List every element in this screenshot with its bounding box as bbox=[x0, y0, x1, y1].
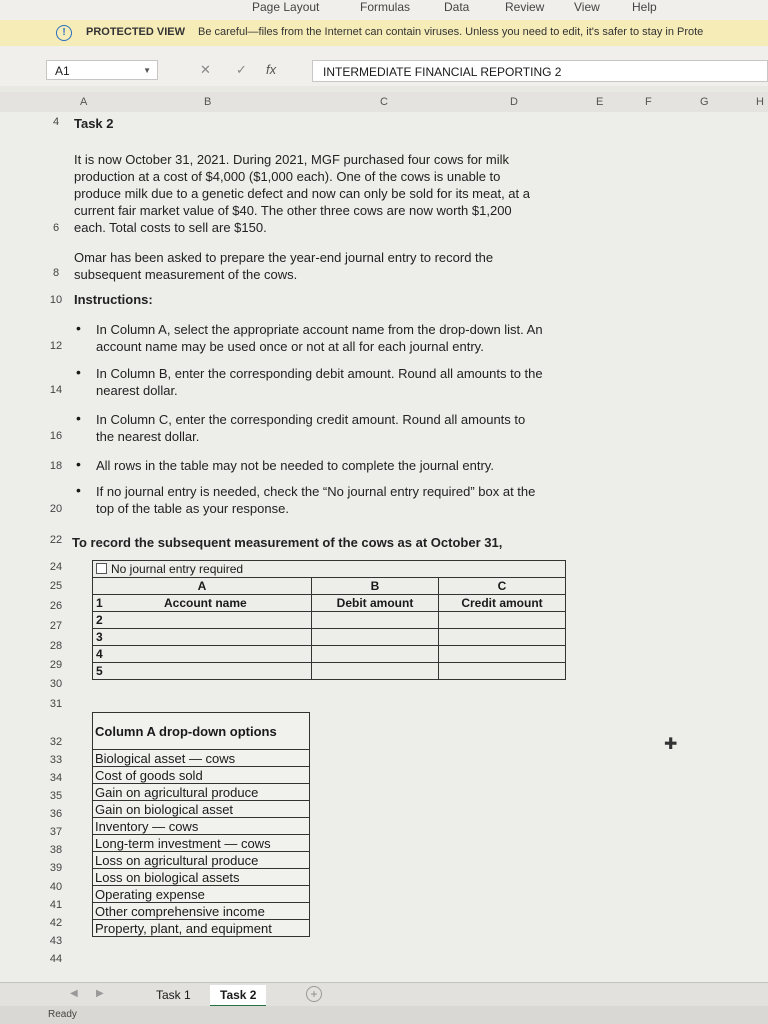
para1-line: produce milk due to a genetic defect and now can only be sold for its meat, at a bbox=[74, 186, 530, 201]
bullet-line: If no journal entry is needed, check the “No journal entry required” box at the bbox=[96, 484, 536, 499]
credit-cell[interactable] bbox=[439, 646, 566, 663]
row-label: 5 bbox=[96, 664, 103, 678]
tab-data[interactable]: Data bbox=[444, 0, 470, 14]
sheet-tab-task2[interactable]: Task 2 bbox=[210, 985, 266, 1007]
header-debit: Debit amount bbox=[312, 595, 439, 612]
credit-cell[interactable] bbox=[439, 629, 566, 646]
dropdown-options-table bbox=[92, 712, 310, 937]
debit-cell[interactable] bbox=[312, 646, 439, 663]
bullet-line: account name may be used once or not at all for each journal entry. bbox=[96, 339, 484, 354]
col-letter: B bbox=[312, 578, 439, 595]
account-name-cell[interactable] bbox=[93, 629, 312, 646]
no-entry-checkbox[interactable] bbox=[96, 563, 107, 574]
bullet-dot: • bbox=[76, 320, 81, 336]
bullet-dot: • bbox=[76, 482, 81, 498]
formula-input[interactable]: INTERMEDIATE FINANCIAL REPORTING 2 bbox=[312, 60, 768, 82]
bullet-line: In Column A, select the appropriate account name from the drop-down list. An bbox=[96, 322, 543, 337]
row-number: 29 bbox=[49, 659, 63, 671]
row-number: 37 bbox=[49, 826, 63, 838]
chevron-down-icon[interactable]: ▼ bbox=[143, 66, 151, 75]
col-header-a[interactable]: A bbox=[80, 96, 88, 108]
ribbon bbox=[0, 0, 768, 21]
row-number: 18 bbox=[49, 460, 63, 472]
sheet-tab-task1[interactable]: Task 1 bbox=[156, 988, 191, 1002]
task-title: Task 2 bbox=[74, 116, 114, 131]
name-box[interactable] bbox=[46, 60, 158, 80]
col-header-g[interactable]: G bbox=[700, 96, 709, 108]
debit-cell[interactable] bbox=[312, 612, 439, 629]
check-icon[interactable]: ✓ bbox=[236, 62, 247, 77]
bullet-dot: • bbox=[76, 364, 81, 380]
option-cell[interactable]: Operating expense bbox=[93, 886, 310, 903]
tab-view[interactable]: View bbox=[574, 0, 600, 14]
col-header-d[interactable]: D bbox=[510, 96, 518, 108]
header-account-name bbox=[93, 595, 312, 612]
row-number: 22 bbox=[49, 534, 63, 546]
row-number: 40 bbox=[49, 881, 63, 893]
para1-line: current fair market value of $40. The other three cows are now worth $1,200 bbox=[74, 203, 512, 218]
row-number: 28 bbox=[49, 640, 63, 652]
option-cell[interactable]: Property, plant, and equipment bbox=[93, 920, 310, 937]
no-entry-cell[interactable] bbox=[93, 561, 566, 578]
row-number: 44 bbox=[49, 953, 63, 965]
name-box-value: A1 bbox=[55, 64, 70, 78]
row-number: 38 bbox=[49, 844, 63, 856]
row-number: 14 bbox=[49, 384, 63, 396]
col-letter: A bbox=[93, 578, 312, 595]
row-number: 25 bbox=[49, 580, 63, 592]
row-number: 42 bbox=[49, 917, 63, 929]
tab-review[interactable]: Review bbox=[505, 0, 545, 14]
cancel-icon[interactable]: ✕ bbox=[200, 62, 211, 77]
row-number: 34 bbox=[49, 772, 63, 784]
option-cell[interactable]: Gain on biological asset bbox=[93, 801, 310, 818]
option-cell[interactable]: Biological asset — cows bbox=[93, 750, 310, 767]
row-number: 33 bbox=[49, 754, 63, 766]
bullet-line: top of the table as your response. bbox=[96, 501, 289, 516]
credit-cell[interactable] bbox=[439, 663, 566, 680]
row-number: 20 bbox=[49, 503, 63, 515]
bullet-dot: • bbox=[76, 410, 81, 426]
debit-cell[interactable] bbox=[312, 663, 439, 680]
row-number: 26 bbox=[49, 600, 63, 612]
protected-view-label: PROTECTED VIEW bbox=[86, 26, 186, 38]
para1-line: each. Total costs to sell are $150. bbox=[74, 220, 267, 235]
para2-line: subsequent measurement of the cows. bbox=[74, 267, 298, 282]
column-headers bbox=[0, 92, 768, 113]
protected-view-bar bbox=[0, 20, 768, 47]
bullet-line: In Column B, enter the corresponding debit amount. Round all amounts to the bbox=[96, 366, 543, 381]
option-cell[interactable]: Long-term investment — cows bbox=[93, 835, 310, 852]
credit-cell[interactable] bbox=[439, 612, 566, 629]
account-name-cell[interactable] bbox=[93, 612, 312, 629]
journal-entry-table bbox=[92, 560, 566, 680]
row-number: 6 bbox=[52, 222, 60, 234]
scroll-right-icon[interactable]: ▶ bbox=[96, 988, 104, 999]
col-header-e[interactable]: E bbox=[596, 96, 604, 108]
bullet-line: All rows in the table may not be needed to complete the journal entry. bbox=[96, 458, 494, 473]
col-header-c[interactable]: C bbox=[380, 96, 388, 108]
status-text: Ready bbox=[48, 1009, 77, 1020]
row-label: 4 bbox=[96, 647, 103, 661]
row-number: 24 bbox=[49, 561, 63, 573]
row-number: 35 bbox=[49, 790, 63, 802]
row-number: 30 bbox=[49, 678, 63, 690]
col-header-h[interactable]: H bbox=[756, 96, 764, 108]
header-credit: Credit amount bbox=[439, 595, 566, 612]
para1-line: production at a cost of $4,000 ($1,000 each). One of the cows is unable to bbox=[74, 169, 501, 184]
bullet-dot: • bbox=[76, 456, 81, 472]
no-entry-label: No journal entry required bbox=[111, 562, 244, 576]
sheet-tabs-bar bbox=[0, 982, 768, 1007]
row-number: 39 bbox=[49, 862, 63, 874]
bullet-line: In Column C, enter the corresponding credit amount. Round all amounts to bbox=[96, 412, 526, 427]
row-number: 36 bbox=[49, 808, 63, 820]
dropdown-title: Column A drop-down options bbox=[93, 713, 310, 750]
row-label: 1 bbox=[96, 596, 103, 610]
record-title: To record the subsequent measurement of the cows as at October 31, bbox=[72, 535, 503, 550]
row-number: 4 bbox=[52, 116, 60, 128]
row-number: 10 bbox=[49, 294, 63, 306]
add-sheet-icon[interactable]: + bbox=[306, 986, 322, 1002]
col-header-b[interactable]: B bbox=[204, 96, 212, 108]
bullet-line: the nearest dollar. bbox=[96, 429, 200, 444]
row-number: 8 bbox=[52, 267, 60, 279]
tab-help[interactable]: Help bbox=[632, 0, 657, 14]
account-name-cell[interactable] bbox=[93, 646, 312, 663]
option-cell[interactable]: Loss on agricultural produce bbox=[93, 852, 310, 869]
option-cell[interactable]: Inventory — cows bbox=[93, 818, 310, 835]
row-number: 27 bbox=[49, 620, 63, 632]
debit-cell[interactable] bbox=[312, 629, 439, 646]
function-icon[interactable]: fx bbox=[266, 62, 277, 77]
row-number: 16 bbox=[49, 430, 63, 442]
header-text: Account name bbox=[164, 596, 247, 610]
row-number: 32 bbox=[49, 736, 63, 748]
para2-line: Omar has been asked to prepare the year-end journal entry to record the bbox=[74, 250, 494, 265]
col-letter: C bbox=[439, 578, 566, 595]
tab-page-layout[interactable]: Page Layout bbox=[252, 0, 320, 14]
shield-icon: ! bbox=[56, 25, 72, 41]
bullet-line: nearest dollar. bbox=[96, 383, 178, 398]
protected-view-message: Be careful—files from the Internet can contain viruses. Unless you need to edit, it's safer to stay in Prote bbox=[198, 26, 704, 38]
col-header-f[interactable]: F bbox=[645, 96, 652, 108]
cell-cursor-icon: ✚ bbox=[664, 736, 678, 753]
row-label: 2 bbox=[96, 613, 103, 627]
row-number: 12 bbox=[49, 340, 63, 352]
account-name-cell[interactable] bbox=[93, 663, 312, 680]
row-number: 43 bbox=[49, 935, 63, 947]
tab-formulas[interactable]: Formulas bbox=[360, 0, 411, 14]
formula-bar bbox=[0, 46, 768, 86]
row-number: 31 bbox=[49, 698, 63, 710]
row-label: 3 bbox=[96, 630, 103, 644]
option-cell[interactable]: Loss on biological assets bbox=[93, 869, 310, 886]
instructions-title: Instructions: bbox=[74, 292, 153, 307]
row-number: 41 bbox=[49, 899, 63, 911]
para1-line: It is now October 31, 2021. During 2021, MGF purchased four cows for milk bbox=[74, 152, 509, 167]
status-bar bbox=[0, 1006, 768, 1024]
scroll-left-icon[interactable]: ◀ bbox=[70, 988, 78, 999]
option-cell[interactable]: Gain on agricultural produce bbox=[93, 784, 310, 801]
option-cell[interactable]: Cost of goods sold bbox=[93, 767, 310, 784]
option-cell[interactable]: Other comprehensive income bbox=[93, 903, 310, 920]
